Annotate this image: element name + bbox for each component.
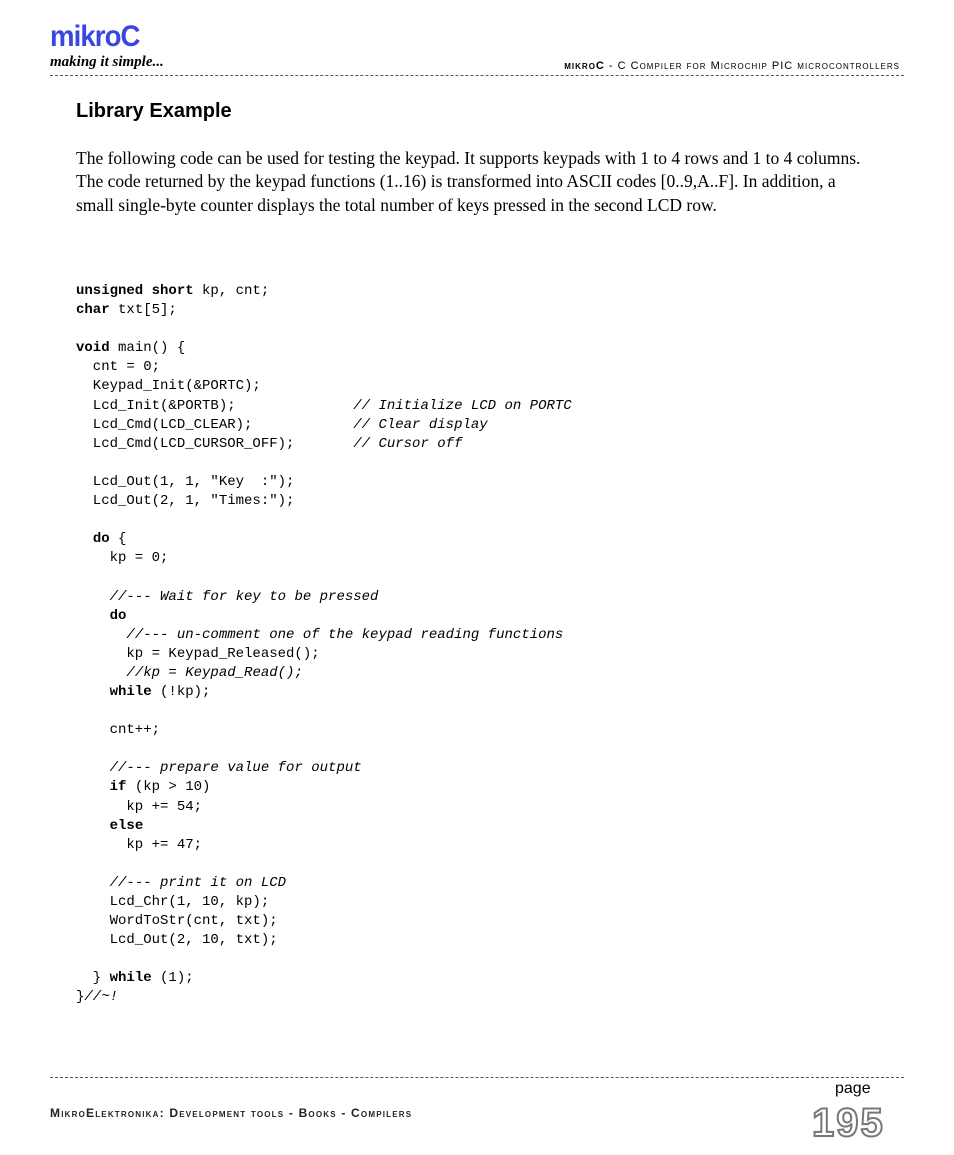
section-heading: Library Example — [76, 100, 232, 122]
code-text: kp += 47; — [76, 836, 203, 853]
intro-paragraph: The following code can be used for testing the keypad. It supports keypads with 1 to 4 rows and 1 to 4 columns. The code returned by the keypad functions (1..16) is transformed into ASCII codes [0..9,A..F]. In addition, a small single-byte counter displays the total number of keys pressed in the second LCD row. — [76, 148, 861, 215]
code-text: Lcd_Out(2, 1, "Times:"); — [76, 493, 295, 510]
code-text: Lcd_Init(&PORTB); — [76, 397, 354, 414]
mikroc-logo: mikroC — [50, 20, 140, 53]
code-keyword: unsigned short — [76, 283, 194, 299]
code-text: (kp > 10) — [126, 779, 211, 796]
code-line — [76, 398, 572, 414]
code-text — [76, 875, 110, 891]
code-text: WordToStr(cnt, txt); — [76, 913, 278, 930]
code-text: cnt = 0; — [76, 359, 161, 376]
code-text — [76, 684, 110, 700]
code-line — [76, 646, 320, 662]
code-line — [76, 359, 160, 375]
code-comment: // Initialize LCD on PORTC — [353, 397, 572, 414]
code-text — [76, 627, 126, 643]
code-text: } — [76, 989, 85, 1006]
code-keyword: else — [109, 817, 144, 834]
code-line — [76, 493, 294, 509]
code-keyword: do — [109, 607, 127, 624]
code-text: Lcd_Cmd(LCD_CURSOR_OFF); — [76, 435, 354, 452]
code-text — [76, 779, 110, 795]
code-line — [76, 779, 210, 795]
code-line — [76, 818, 143, 834]
code-comment: //~! — [84, 989, 119, 1006]
code-line — [76, 722, 160, 738]
header-title — [564, 60, 900, 72]
code-text: main() { — [109, 340, 186, 357]
code-line — [76, 932, 278, 948]
code-line — [76, 608, 126, 624]
code-keyword: do — [92, 531, 110, 548]
code-text — [76, 608, 110, 624]
footer-divider — [50, 1077, 904, 1078]
code-line — [76, 531, 126, 547]
code-line — [76, 302, 177, 318]
code-line — [76, 760, 362, 776]
code-text: Keypad_Init(&PORTC); — [76, 378, 261, 395]
code-text: Lcd_Out(2, 10, txt); — [76, 932, 278, 949]
code-keyword: void — [76, 340, 110, 357]
code-line — [76, 894, 269, 910]
code-text — [76, 589, 110, 605]
code-text: } — [76, 970, 110, 987]
header-divider — [50, 75, 904, 76]
code-text: kp = 0; — [76, 550, 169, 567]
code-text — [76, 818, 110, 834]
code-comment: // Cursor off — [353, 435, 463, 452]
code-line — [76, 550, 168, 566]
code-keyword: while — [109, 970, 152, 987]
code-line — [76, 340, 185, 356]
code-line — [76, 799, 202, 815]
tagline: making it simple... — [50, 54, 164, 70]
code-comment: // Clear display — [353, 416, 488, 433]
code-text: (!kp); — [151, 683, 211, 700]
code-keyword: if — [109, 779, 127, 796]
code-text: (1); — [151, 970, 194, 987]
header-subtitle: - C Compiler for Microchip PIC microcontrollers — [604, 60, 900, 72]
code-line — [76, 378, 261, 394]
code-text: cnt++; — [76, 722, 161, 739]
code-text — [76, 665, 126, 681]
code-line — [76, 627, 563, 643]
code-keyword: while — [109, 683, 152, 700]
header-brand: mikroC — [564, 60, 605, 72]
code-line — [76, 417, 488, 433]
code-text: Lcd_Out(1, 1, "Key :"); — [76, 473, 295, 490]
code-text: Lcd_Cmd(LCD_CLEAR); — [76, 416, 354, 433]
code-text — [76, 760, 110, 776]
code-line — [76, 837, 202, 853]
code-text: kp += 54; — [76, 798, 203, 815]
code-line — [76, 589, 378, 605]
code-line — [76, 875, 286, 891]
code-text: txt[5]; — [109, 302, 177, 319]
code-line — [76, 684, 210, 700]
footer-text: MikroElektronika: Development tools - Books - Compilers — [50, 1106, 413, 1120]
code-text — [76, 531, 93, 547]
code-line — [76, 283, 269, 299]
code-line — [76, 989, 118, 1005]
code-comment: //--- prepare value for output — [109, 760, 362, 777]
page-label: page — [835, 1080, 871, 1097]
code-line — [76, 970, 194, 986]
code-comment: //--- print it on LCD — [109, 874, 287, 891]
page-number: 195 — [812, 1101, 885, 1145]
code-text: kp, cnt; — [193, 283, 270, 299]
code-comment: //--- Wait for key to be pressed — [109, 588, 379, 605]
code-line — [76, 474, 294, 490]
code-text: kp = Keypad_Released(); — [76, 645, 320, 662]
code-comment: //--- un-comment one of the keypad reading functions — [126, 626, 564, 643]
code-line — [76, 665, 303, 681]
code-line — [76, 913, 278, 929]
code-text: Lcd_Chr(1, 10, kp); — [76, 894, 270, 910]
code-line — [76, 436, 462, 452]
code-keyword: char — [76, 302, 110, 319]
code-listing — [76, 282, 572, 1008]
code-comment: //kp = Keypad_Read(); — [126, 664, 303, 681]
code-text: { — [109, 531, 127, 548]
